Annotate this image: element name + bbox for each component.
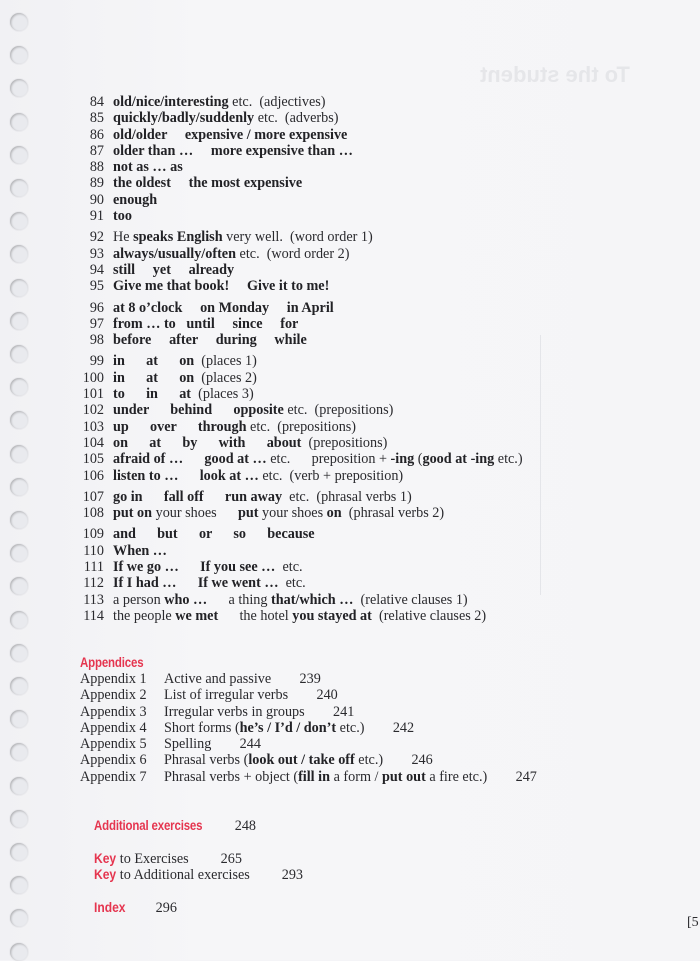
- key-exercises-label: to Exercises: [116, 851, 189, 867]
- unit-number: 111: [83, 559, 104, 576]
- contents-row: [78, 608, 638, 624]
- contents-row: [78, 575, 638, 591]
- contents-row: [78, 592, 638, 608]
- keyword-text: to in at: [113, 386, 192, 403]
- plain-text: your shoes: [152, 505, 238, 522]
- unit-number: 101: [82, 386, 104, 403]
- binding-hole: [10, 677, 28, 695]
- plain-text: etc. (prepositions): [283, 402, 394, 419]
- binding-hole: [10, 909, 28, 927]
- plain-text: Irregular verbs in groups 241: [164, 703, 355, 720]
- binding-hole: [10, 843, 28, 861]
- contents-row: [78, 332, 638, 348]
- keyword-text: you stayed at: [292, 607, 372, 624]
- keyword-text: too: [113, 208, 132, 225]
- additional-exercises-label: Additional exercises: [94, 817, 203, 833]
- keyword-text: If I had … If we went …: [113, 575, 279, 592]
- plain-text: Phrasal verbs + object (: [164, 768, 299, 785]
- unit-number: 86: [89, 126, 104, 143]
- contents-row: [78, 419, 638, 435]
- keyword-text: before after during while: [113, 332, 307, 349]
- contents-row: [78, 110, 638, 126]
- key-label: Key: [94, 851, 117, 867]
- binding-hole: [10, 378, 28, 396]
- unit-number: 106: [82, 467, 104, 484]
- keyword-text: on: [326, 505, 342, 522]
- unit-title: [113, 543, 167, 559]
- unit-title: [113, 316, 298, 332]
- contents-row: [78, 370, 638, 386]
- keyword-text: in at on: [113, 369, 195, 386]
- contents-row: [78, 526, 638, 542]
- plain-text: etc.: [275, 559, 303, 576]
- keyword-text: not as … as: [113, 159, 183, 176]
- plain-text: List of irregular verbs 240: [164, 687, 338, 704]
- appendix-row: [80, 671, 537, 687]
- keyword-text: on at by with about: [113, 434, 302, 451]
- contents-row: [78, 402, 638, 418]
- contents-row: [78, 246, 638, 262]
- appendix-label: Appendix 2: [80, 687, 147, 704]
- contents-row: [78, 143, 638, 159]
- plain-text: (prepositions): [301, 434, 388, 451]
- unit-number: 85: [89, 110, 104, 127]
- unit-title: [113, 419, 356, 435]
- binding-hole: [10, 876, 28, 894]
- unit-number: 97: [89, 315, 104, 332]
- plain-text: (places 2): [194, 369, 257, 386]
- unit-title: [113, 402, 393, 418]
- keyword-text: who …: [164, 591, 208, 608]
- keyword-text: go in fall off run away: [113, 488, 283, 505]
- unit-title: [113, 608, 486, 624]
- plain-text: He: [113, 229, 134, 246]
- contents-row: [78, 353, 638, 369]
- keyword-text: When …: [113, 542, 167, 559]
- appendices-list: [80, 671, 537, 785]
- unit-number: 92: [89, 229, 104, 246]
- keyword-text: -ing: [390, 451, 415, 468]
- plain-text: etc. (word order 2): [235, 245, 350, 262]
- unit-title: [113, 468, 403, 484]
- key-exercises-page: 265: [220, 851, 242, 867]
- plain-text: etc.) 246: [354, 752, 433, 769]
- binding-hole: [10, 943, 28, 961]
- unit-number: 98: [89, 332, 104, 349]
- appendix-label: Appendix 3: [80, 703, 147, 720]
- unit-number: 110: [83, 542, 104, 559]
- contents-row: [78, 543, 638, 559]
- keyword-text: good at -ing: [422, 451, 495, 468]
- binding-hole: [10, 511, 28, 529]
- keyword-text: fill in: [298, 768, 331, 785]
- plain-text: very well. (word order 1): [222, 229, 373, 246]
- key-additional-label: to Additional exercises: [116, 867, 250, 883]
- unit-title: [113, 451, 523, 467]
- keyword-text: still yet already: [113, 261, 235, 278]
- unit-title: [113, 435, 387, 451]
- appendix-row: [80, 752, 537, 768]
- plain-text: etc. (phrasal verbs 1): [282, 488, 412, 505]
- unit-number: 96: [89, 299, 104, 316]
- unit-title: [113, 559, 303, 575]
- keyword-text: If we go … If you see …: [113, 559, 276, 576]
- plain-text: (relative clauses 2): [371, 607, 487, 624]
- keyword-text: put out: [382, 768, 426, 785]
- unit-number: 113: [83, 591, 104, 608]
- appendix-label: Appendix 7: [80, 768, 147, 785]
- binding-hole: [10, 710, 28, 728]
- unit-title: [113, 489, 412, 505]
- plain-text: a form /: [330, 768, 383, 785]
- unit-number: 99: [89, 353, 104, 370]
- plain-text: Spelling 244: [164, 736, 261, 753]
- unit-title: [113, 192, 157, 208]
- unit-number: 102: [82, 402, 104, 419]
- binding-hole: [10, 611, 28, 629]
- binding-hole: [10, 777, 28, 795]
- unit-title: [113, 246, 349, 262]
- unit-number: 93: [89, 245, 104, 262]
- keyword-text: Give me that book! Give it to me!: [113, 278, 330, 295]
- plain-text: Phrasal verbs (: [164, 752, 249, 769]
- keyword-text: he’s / I’d / don’t: [239, 719, 337, 736]
- keyword-text: quickly/badly/suddenly: [113, 110, 255, 127]
- binding-hole: [10, 644, 28, 662]
- unit-number: 100: [82, 369, 104, 386]
- unit-number: 112: [83, 575, 104, 592]
- contents-row: [78, 300, 638, 316]
- appendix-row: [80, 769, 537, 785]
- appendix-title: [164, 720, 414, 736]
- unit-title: [113, 370, 257, 386]
- plain-text: the hotel: [218, 607, 293, 624]
- unit-title: [113, 332, 307, 348]
- appendix-row: [80, 704, 537, 720]
- keyword-text: in at on: [113, 353, 195, 370]
- unit-number: 103: [82, 418, 104, 435]
- contents-row: [78, 127, 638, 143]
- appendix-label: Appendix 6: [80, 752, 147, 769]
- binding-hole: [10, 478, 28, 496]
- binding-hole: [10, 279, 28, 297]
- binding-hole: [10, 46, 28, 64]
- unit-number: 114: [83, 607, 104, 624]
- plain-text: (places 3): [191, 386, 254, 403]
- contents-list: [78, 94, 638, 624]
- keyword-text: enough: [113, 191, 158, 208]
- plain-text: etc.: [278, 575, 306, 592]
- plain-text: (relative clauses 1): [353, 591, 468, 608]
- binding-hole: [10, 544, 28, 562]
- binding-hole: [10, 212, 28, 230]
- unit-number: 87: [89, 142, 104, 159]
- keyword-text: that/which …: [271, 591, 354, 608]
- contents-row: [78, 229, 638, 245]
- plain-text: etc.) 242: [336, 719, 415, 736]
- keyword-text: and but or so because: [113, 526, 315, 543]
- index-page: 296: [155, 900, 177, 916]
- unit-title: [113, 127, 347, 143]
- binding-hole: [10, 810, 28, 828]
- contents-row: [78, 505, 638, 521]
- plain-text: etc. (adverbs): [254, 110, 339, 127]
- appendix-label: Appendix 1: [80, 671, 147, 687]
- keyword-text: put on: [113, 505, 153, 522]
- unit-number: 84: [89, 94, 104, 110]
- binding-hole: [10, 146, 28, 164]
- unit-number: 107: [82, 488, 104, 505]
- contents-row: [78, 175, 638, 191]
- plain-text: Short forms (: [164, 719, 240, 736]
- keyword-text: from … to until since for: [113, 315, 299, 332]
- unit-number: 104: [82, 434, 104, 451]
- unit-title: [113, 208, 132, 224]
- plain-text: etc. (prepositions): [246, 418, 357, 435]
- unit-number: 88: [89, 159, 104, 176]
- index-label: Index: [94, 900, 126, 916]
- unit-title: [113, 229, 373, 245]
- contents-row: [78, 94, 638, 110]
- contents-row: [78, 159, 638, 175]
- binding-hole: [10, 79, 28, 97]
- unit-title: [113, 505, 444, 521]
- index-entry: [80, 883, 177, 934]
- unit-number: 95: [89, 278, 104, 295]
- contents-row: [78, 435, 638, 451]
- binding-hole: [10, 577, 28, 595]
- appendix-row: [80, 720, 537, 736]
- unit-number: 94: [89, 261, 104, 278]
- plain-text: a fire etc.) 247: [425, 768, 537, 785]
- unit-title: [113, 575, 306, 591]
- keyword-text: look out / take off: [248, 752, 355, 769]
- plain-text: a person: [113, 591, 165, 608]
- appendix-label: Appendix 4: [80, 719, 147, 736]
- plain-text: etc. preposition +: [266, 451, 391, 468]
- unit-title: [113, 526, 315, 542]
- contents-row: [78, 208, 638, 224]
- keyword-text: afraid of … good at …: [113, 451, 267, 468]
- appendix-row: [80, 687, 537, 703]
- contents-row: [78, 316, 638, 332]
- keyword-text: put: [237, 505, 259, 522]
- binding-hole: [10, 312, 28, 330]
- unit-number: 91: [89, 208, 104, 225]
- contents-row: [78, 451, 638, 467]
- bleed-through-text: To the student: [480, 62, 630, 87]
- appendix-title: [164, 769, 537, 785]
- additional-exercises-page: 248: [234, 818, 257, 834]
- keyword-text: old/older expensive / more expensive: [113, 126, 348, 143]
- unit-title: [113, 262, 234, 278]
- keyword-text: at 8 o’clock on Monday in April: [113, 299, 334, 316]
- keyword-text: older than … more expensive than …: [113, 142, 353, 159]
- appendix-title: [164, 752, 433, 768]
- binding-hole: [10, 445, 28, 463]
- unit-title: [113, 94, 326, 110]
- contents-row: [78, 489, 638, 505]
- unit-title: [113, 386, 254, 402]
- unit-title: [113, 300, 334, 316]
- binding-hole: [10, 179, 28, 197]
- keyword-text: the oldest the most expensive: [113, 175, 303, 192]
- unit-title: [113, 592, 468, 608]
- unit-number: 89: [89, 175, 104, 192]
- keyword-text: listen to … look at …: [113, 467, 259, 484]
- appendix-row: [80, 736, 537, 752]
- plain-text: the people: [113, 607, 176, 624]
- unit-title: [113, 143, 353, 159]
- plain-text: (places 1): [194, 353, 257, 370]
- appendix-title: [164, 736, 261, 752]
- contents-row: [78, 192, 638, 208]
- unit-number: 105: [82, 451, 104, 468]
- keyword-text: we met: [175, 607, 219, 624]
- keyword-text: speaks English: [133, 229, 223, 246]
- plain-text: Active and passive 239: [164, 671, 321, 687]
- plain-text: etc. (adjectives): [228, 94, 326, 110]
- contents-row: [78, 278, 638, 294]
- binding-hole: [10, 245, 28, 263]
- plain-text: (: [414, 451, 423, 468]
- plain-text: etc. (verb + preposition): [258, 467, 404, 484]
- key-label: Key: [94, 867, 117, 883]
- binding-hole: [10, 345, 28, 363]
- unit-title: [113, 353, 257, 369]
- plain-text: a thing: [207, 591, 272, 608]
- key-additional-page: 293: [281, 867, 303, 883]
- appendix-title: [164, 687, 338, 703]
- appendix-title: [164, 671, 321, 687]
- unit-number: 109: [82, 526, 104, 543]
- unit-title: [113, 278, 329, 294]
- binding-hole: [10, 13, 28, 31]
- keyword-text: always/usually/often: [113, 245, 236, 262]
- appendix-label: Appendix 5: [80, 736, 147, 753]
- contents-row: [78, 468, 638, 484]
- unit-number: 108: [82, 505, 104, 522]
- unit-number: 90: [89, 191, 104, 208]
- keyword-text: up over through: [113, 418, 247, 435]
- keyword-text: under behind opposite: [113, 402, 284, 419]
- unit-title: [113, 159, 183, 175]
- binding-hole: [10, 113, 28, 131]
- binding-hole: [10, 743, 28, 761]
- binding-hole: [10, 411, 28, 429]
- unit-title: [113, 175, 302, 191]
- contents-row: [78, 559, 638, 575]
- contents-row: [78, 386, 638, 402]
- appendix-title: [164, 704, 354, 720]
- contents-row: [78, 262, 638, 278]
- plain-text: (phrasal verbs 2): [341, 505, 445, 522]
- page-number: [5: [687, 915, 699, 930]
- plain-text: your shoes: [258, 505, 327, 522]
- keyword-text: old/nice/interesting: [113, 94, 229, 110]
- plain-text: etc.): [494, 451, 523, 468]
- unit-title: [113, 110, 338, 126]
- appendices-heading: Appendices: [80, 654, 144, 670]
